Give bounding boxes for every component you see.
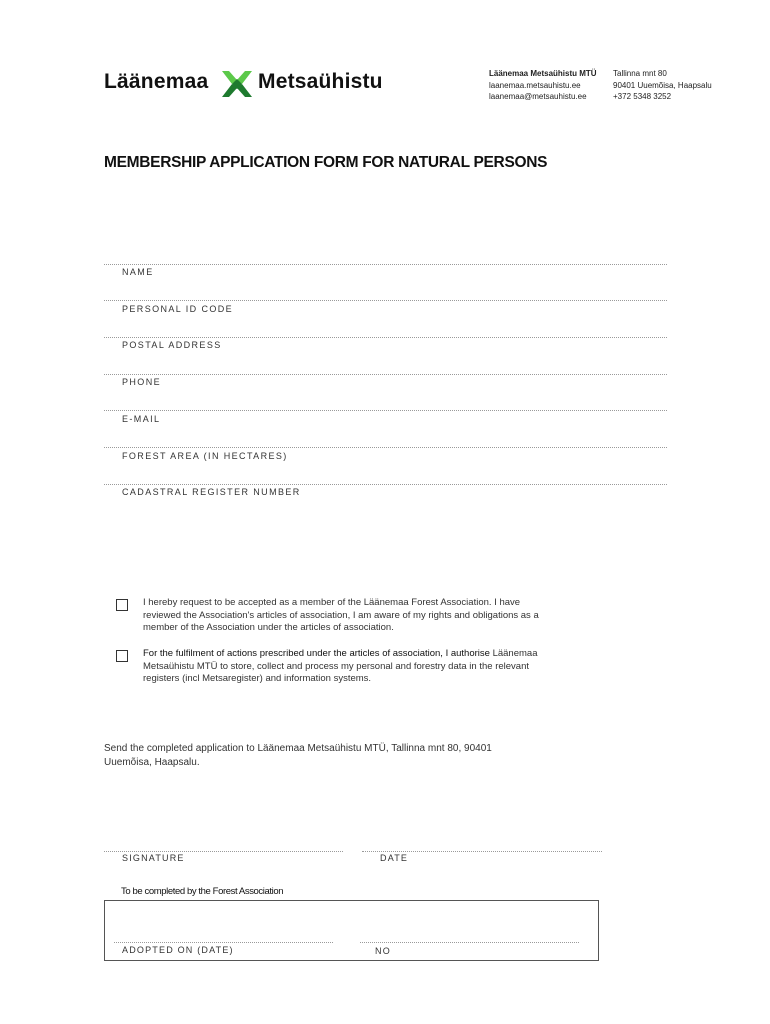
date-line [362, 851, 602, 852]
phone-number: +372 5348 3252 [613, 92, 672, 101]
field-divider [104, 374, 667, 375]
email-field-label[interactable]: E-MAIL [122, 414, 161, 424]
email-link[interactable]: laanemaa@metsauhistu.ee [489, 92, 587, 101]
name-field-label[interactable]: NAME [122, 267, 154, 277]
data-processing-lead: For the fulfilment of actions prescribed under the articles of association, I authorise [143, 648, 490, 659]
contact-block-address [613, 68, 712, 103]
logo-text-laanemaa: Läänemaa [104, 70, 209, 93]
adopted-date-label[interactable]: ADOPTED ON (DATE) [122, 945, 234, 955]
cadastral-number-field-label[interactable]: CADASTRAL REGISTER NUMBER [122, 487, 301, 497]
send-instructions: Send the completed application to Läänemaa Metsaühistu MTÜ, Tallinna mnt 80, 90401 Uuemõisa, Haapsalu. [104, 743, 492, 768]
number-label[interactable]: NO [375, 946, 391, 956]
membership-request-checkbox[interactable] [116, 599, 128, 611]
signature-field-label[interactable]: SIGNATURE [122, 853, 185, 863]
city-address: 90401 Uuemõisa, Haapsalu [613, 80, 712, 90]
personal-id-field-label[interactable]: PERSONAL ID CODE [122, 304, 234, 314]
street-address: Tallinna mnt 80 [613, 69, 667, 78]
association-section-heading: To be completed by the Forest Association [121, 886, 284, 897]
adopted-date-line [114, 942, 333, 943]
page-title: MEMBERSHIP APPLICATION FORM FOR NATURAL PERSONS [104, 154, 548, 171]
signature-line [104, 851, 343, 852]
date-field-label[interactable]: DATE [380, 853, 409, 863]
membership-request-text: I hereby request to be accepted as a member of the Läänemaa Forest Association. I have reviewed the Association's articles of association, I am aware of my rights and obligations as a member of the Association under the articles of association. [143, 597, 539, 633]
logo-cross-icon [220, 68, 254, 100]
data-processing-checkbox[interactable] [116, 650, 128, 662]
contact-block-online [489, 68, 597, 103]
field-divider [104, 264, 667, 265]
field-divider [104, 300, 667, 301]
field-divider [104, 484, 667, 485]
postal-address-field-label[interactable]: POSTAL ADDRESS [122, 340, 222, 350]
phone-field-label[interactable]: PHONE [122, 377, 162, 387]
website-link[interactable]: laanemaa.metsauhistu.ee [489, 80, 581, 90]
logo-text-metsauhistu: Metsaühistu [258, 70, 383, 93]
data-processing-text-block [143, 648, 543, 686]
field-divider [104, 410, 667, 411]
forest-area-field-label[interactable]: FOREST AREA (IN HECTARES) [122, 451, 288, 461]
number-line [360, 942, 579, 943]
field-divider [104, 447, 667, 448]
field-divider [104, 337, 667, 338]
data-processing-text: Läänemaa Metsaühistu MTÜ to store, collect and process my personal and forestry data in the relevant registers (incl Metsaregister) and information systems. [143, 648, 538, 684]
org-name: Läänemaa Metsaühistu MTÜ [489, 69, 597, 78]
